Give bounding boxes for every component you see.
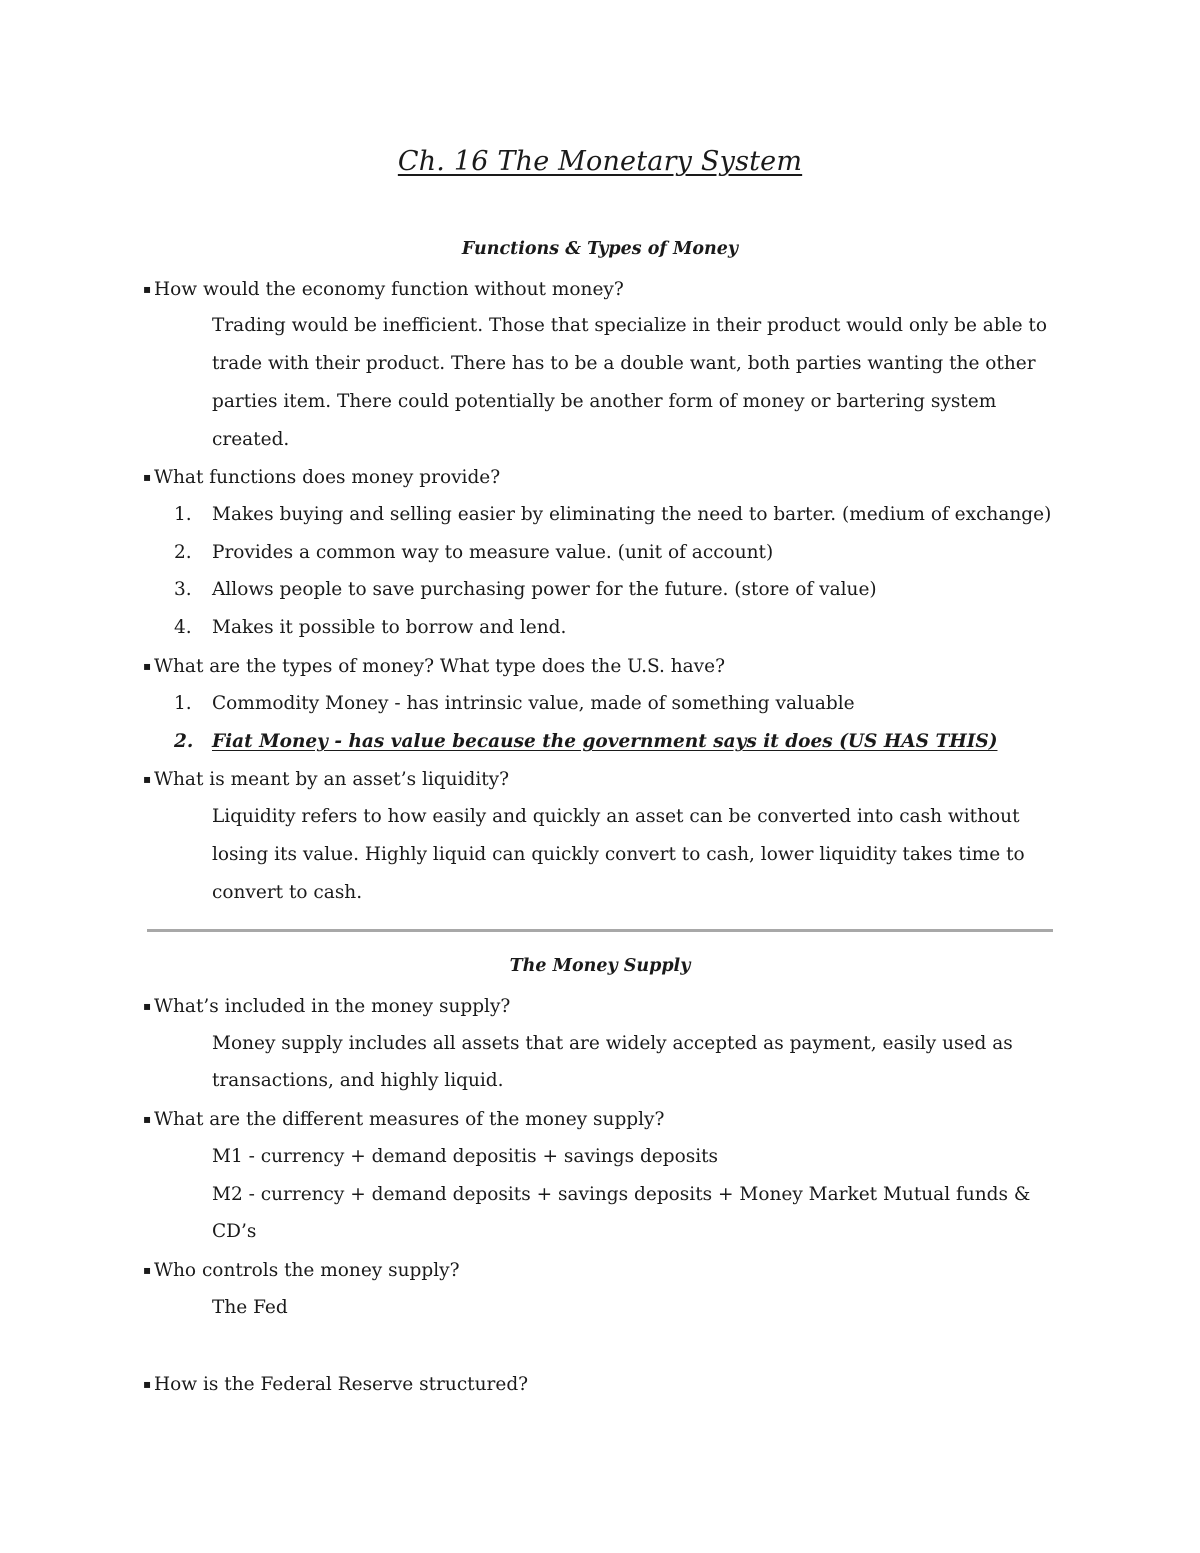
- answer-line: Liquidity refers to how easily and quickly an asset can be converted into cash without: [212, 806, 1020, 827]
- bullet-icon: ▪: [143, 999, 152, 1013]
- bullet-icon: ▪: [143, 282, 152, 296]
- answer-line: M2 - currency + demand deposits + savings deposits + Money Market Mutual funds &: [212, 1184, 1031, 1205]
- answer-line: The Fed: [212, 1297, 288, 1318]
- question: ▪ What functions does money provide?: [143, 467, 501, 488]
- answer-line: transactions, and highly liquid.: [212, 1070, 504, 1091]
- list-number: 1.: [174, 504, 192, 525]
- answer-line: trade with their product. There has to be a double want, both parties wanting the other: [212, 353, 1036, 374]
- list-item: Makes buying and selling easier by eliminating the need to barter. (medium of exchange): [212, 504, 1052, 525]
- question: ▪ What’s included in the money supply?: [143, 996, 511, 1017]
- answer-line: created.: [212, 429, 290, 450]
- answer-line: M1 - currency + demand depositis + savings deposits: [212, 1146, 719, 1167]
- list-number: 1.: [174, 693, 192, 714]
- question: ▪ Who controls the money supply?: [143, 1260, 460, 1281]
- answer-line: losing its value. Highly liquid can quickly convert to cash, lower liquidity takes time to: [212, 844, 1025, 865]
- bullet-icon: ▪: [143, 659, 152, 673]
- list-item: Allows people to save purchasing power for the future. (store of value): [212, 579, 877, 600]
- bullet-icon: ▪: [143, 470, 152, 484]
- answer-line: CD’s: [212, 1221, 257, 1242]
- list-number: 2.: [174, 731, 194, 752]
- bullet-icon: ▪: [143, 772, 152, 786]
- section-heading-money-supply: The Money Supply: [509, 956, 691, 976]
- question: ▪ What are the types of money? What type does the U.S. have?: [143, 656, 725, 677]
- answer-line: Money supply includes all assets that are widely accepted as payment, easily used as: [212, 1033, 1013, 1054]
- answer-line: convert to cash.: [212, 882, 363, 903]
- bullet-icon: ▪: [143, 1263, 152, 1277]
- bullet-icon: ▪: [143, 1377, 152, 1391]
- question: ▪ What is meant by an asset’s liquidity?: [143, 769, 510, 790]
- list-item-emphasized: Fiat Money - has value because the government says it does (US HAS THIS): [212, 731, 998, 752]
- list-number: 4.: [174, 617, 192, 638]
- horizontal-divider: [147, 929, 1053, 932]
- question: ▪ How is the Federal Reserve structured?: [143, 1374, 529, 1395]
- list-item: Makes it possible to borrow and lend.: [212, 617, 567, 638]
- section-heading-functions: Functions & Types of Money: [461, 239, 739, 259]
- list-number: 3.: [174, 579, 192, 600]
- question: ▪ What are the different measures of the money supply?: [143, 1109, 665, 1130]
- page-title: Ch. 16 The Monetary System: [397, 146, 803, 177]
- list-item: Commodity Money - has intrinsic value, made of something valuable: [212, 693, 855, 714]
- answer-line: Trading would be inefficient. Those that specialize in their product would only be able to: [212, 315, 1047, 336]
- answer-line: parties item. There could potentially be another form of money or bartering system: [212, 391, 997, 412]
- list-number: 2.: [174, 542, 192, 563]
- bullet-icon: ▪: [143, 1112, 152, 1126]
- list-item: Provides a common way to measure value. (unit of account): [212, 542, 774, 563]
- question: ▪ How would the economy function without money?: [143, 279, 624, 300]
